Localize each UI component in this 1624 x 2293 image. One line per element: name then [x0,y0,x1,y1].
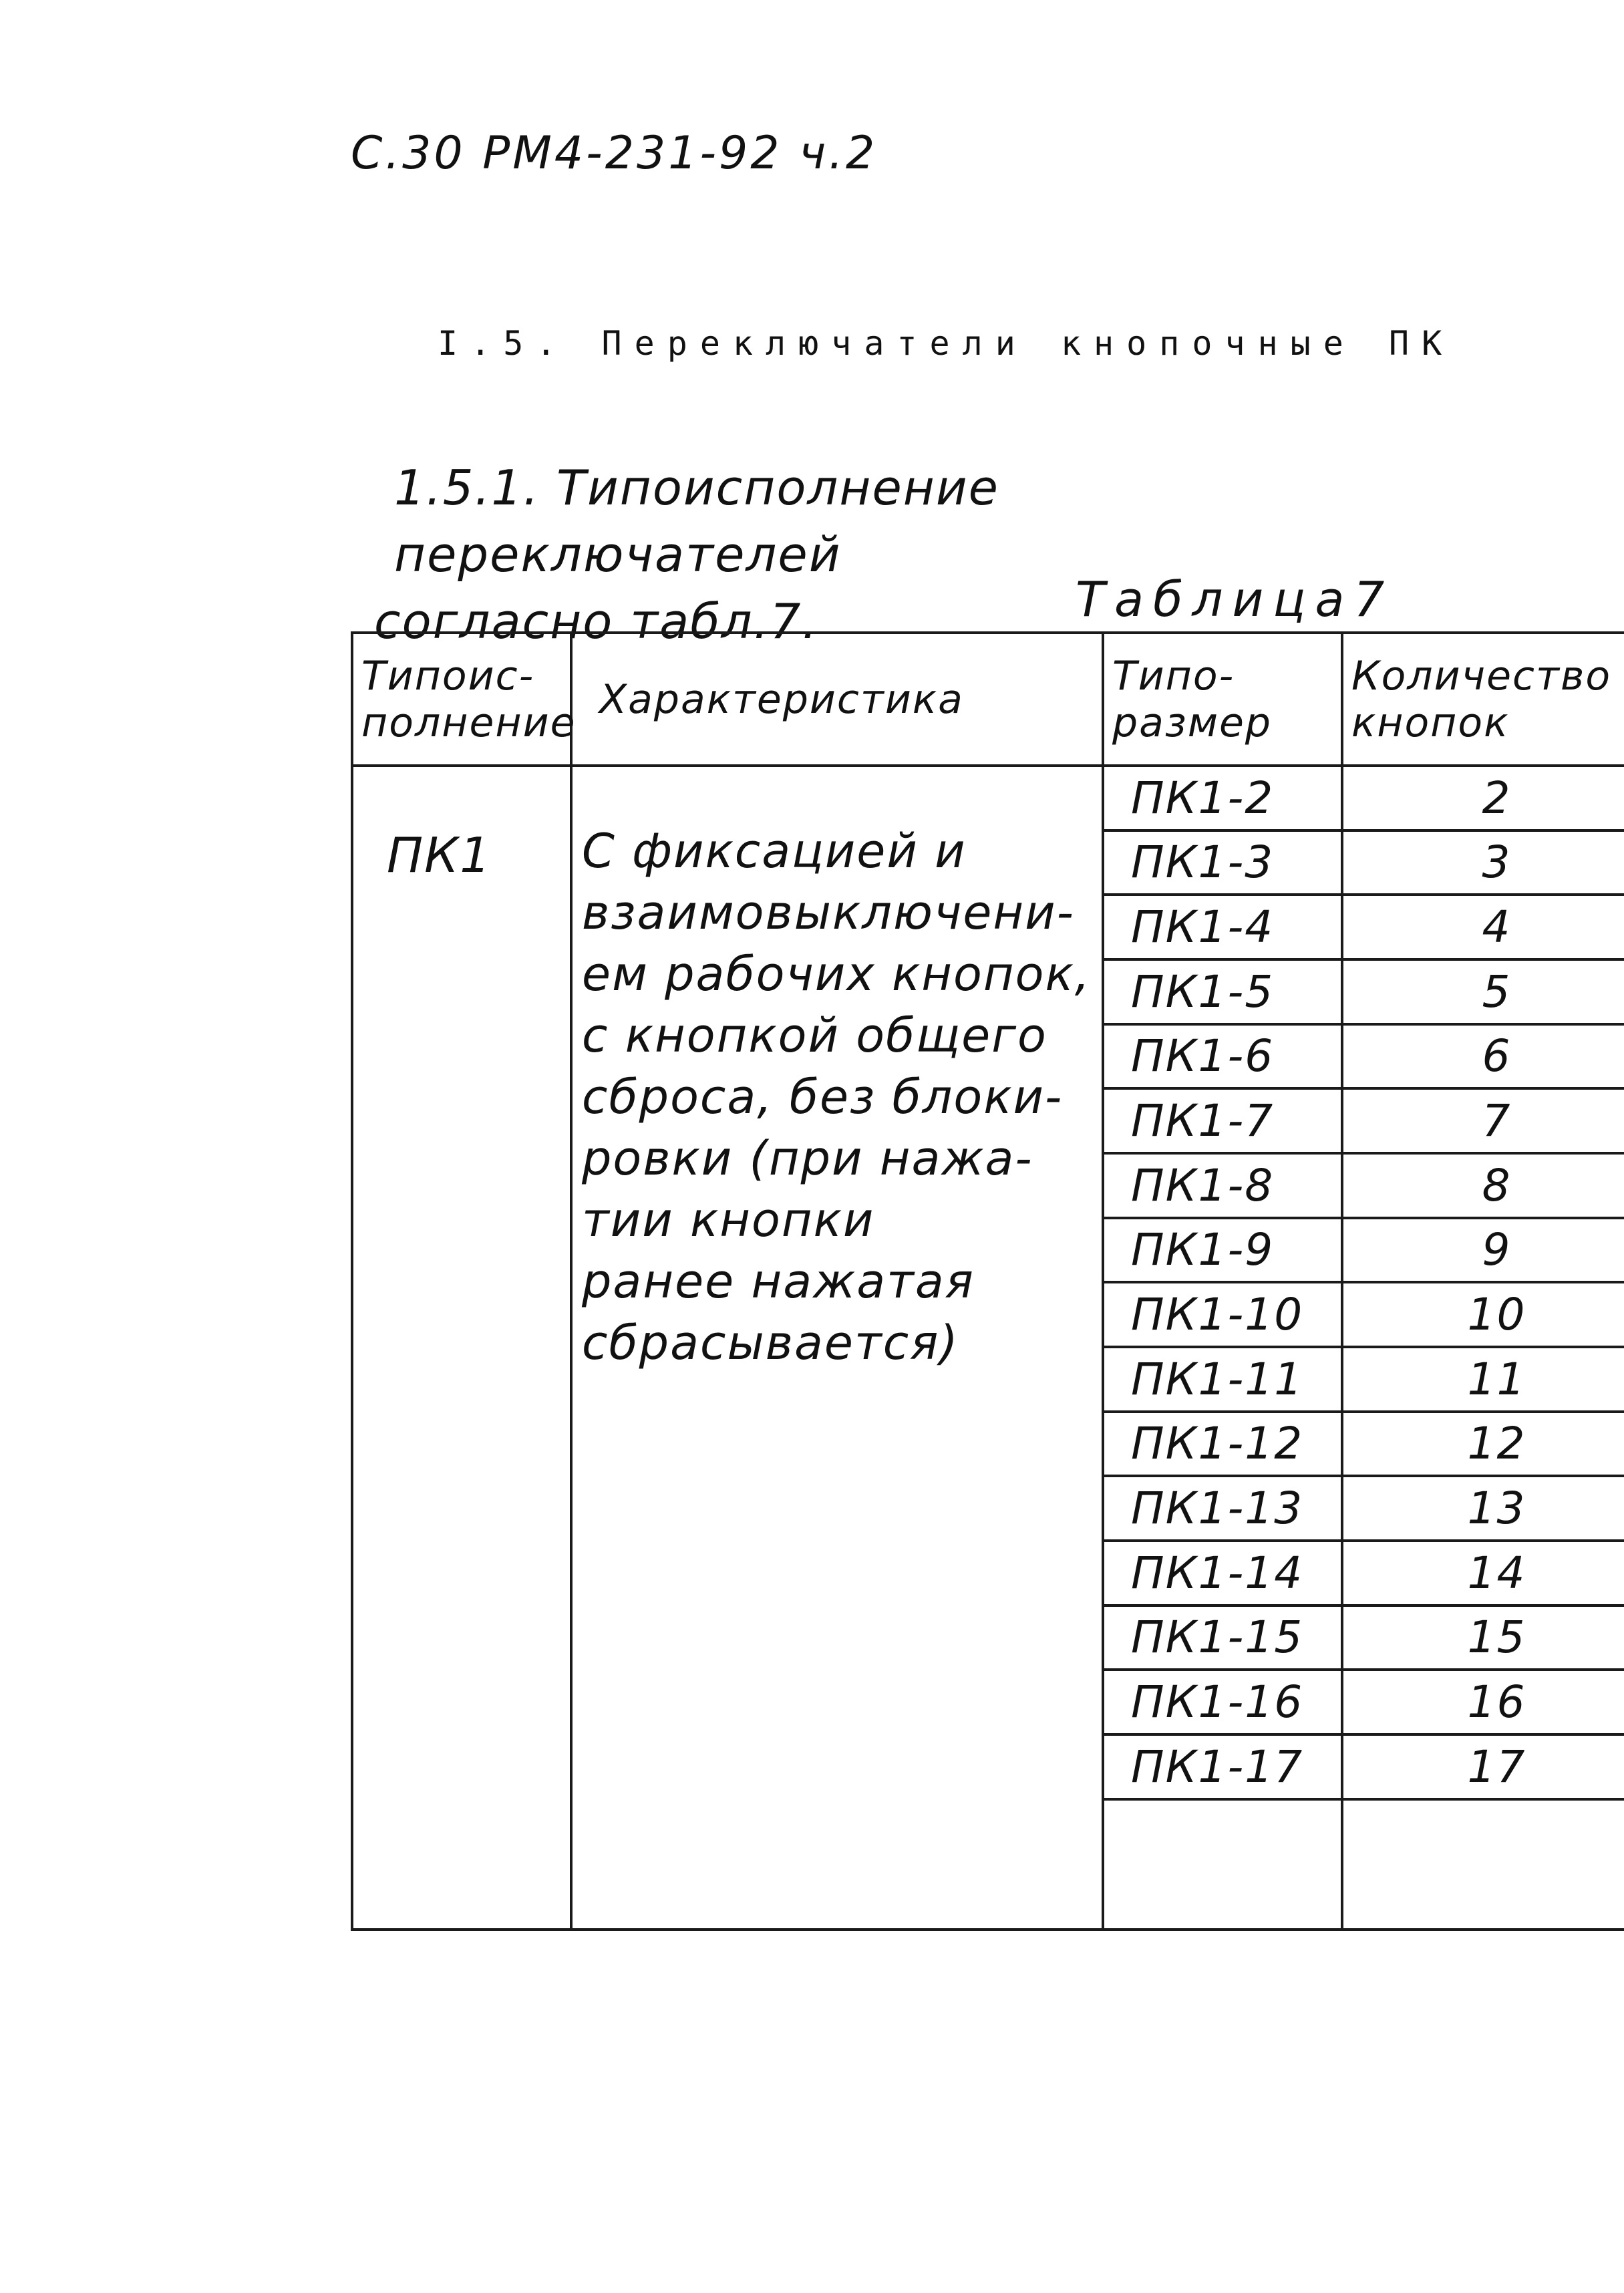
table-header-row [352,633,1624,766]
characteristic-cell [571,766,1103,1930]
characteristic-line: ранее нажатая [582,1254,975,1309]
characteristic-line: тии кнопки [582,1193,875,1247]
spec-table [351,631,1624,1931]
count-cell: 6 [1342,1024,1624,1089]
characteristic-line: С фиксацией и [582,824,967,879]
count-cell: 3 [1342,830,1624,895]
count-cell: 8 [1342,1153,1624,1218]
count-cell: 12 [1342,1412,1624,1477]
count-cell: 2 [1342,766,1624,830]
count-cell: 9 [1342,1218,1624,1283]
size-cell: ПК1-6 [1103,1024,1342,1089]
header-variant: Типоис-полнение [352,633,571,766]
size-cell: ПК1-4 [1103,895,1342,959]
count-cell: 16 [1342,1670,1624,1734]
empty-cell [1103,1799,1342,1930]
characteristic-line: взаимовыключени- [582,885,1075,940]
characteristic-line: ровки (при нажа- [582,1131,1033,1186]
characteristic-line: сбрасывается) [582,1316,959,1370]
section-title: I.5. Переключатели кнопочные ПК [438,324,1455,363]
size-cell: ПК1-16 [1103,1670,1342,1734]
empty-cell [1342,1799,1624,1930]
size-cell: ПК1-7 [1103,1088,1342,1153]
count-cell: 14 [1342,1541,1624,1606]
page-header: С.30 РМ4-231-92 ч.2 [351,127,878,180]
count-cell: 10 [1342,1282,1624,1347]
characteristic-line: с кнопкой общего [582,1008,1047,1063]
size-cell: ПК1-3 [1103,830,1342,895]
size-cell: ПК1-8 [1103,1153,1342,1218]
size-cell: ПК1-14 [1103,1541,1342,1606]
size-cell: ПК1-12 [1103,1412,1342,1477]
header-characteristic: Характеристика [571,633,1103,766]
size-cell: ПК1-15 [1103,1606,1342,1670]
size-cell: ПК1-2 [1103,766,1342,830]
count-cell: 17 [1342,1734,1624,1799]
count-cell: 7 [1342,1088,1624,1153]
size-cell: ПК1-13 [1103,1476,1342,1541]
size-cell: ПК1-17 [1103,1734,1342,1799]
size-cell: ПК1-11 [1103,1347,1342,1412]
table-caption: Таблица7 [1076,571,1394,627]
count-cell: 4 [1342,895,1624,959]
count-cell: 5 [1342,959,1624,1024]
size-cell: ПК1-10 [1103,1282,1342,1347]
header-count: Количество кнопок [1342,633,1624,766]
size-cell: ПК1-5 [1103,959,1342,1024]
sub-heading-line: согласно табл.7. [374,593,819,649]
table-body [352,766,1624,1930]
characteristic-line: сброса, без блоки- [582,1070,1064,1124]
size-cell: ПК1-9 [1103,1218,1342,1283]
table-row [352,766,1624,830]
variant-cell: ПК1 [352,766,571,1930]
characteristic-line: ем рабочих кнопок, [582,947,1091,1002]
header-size: Типо-размер [1103,633,1342,766]
count-cell: 15 [1342,1606,1624,1670]
sub-heading-line: 1.5.1. Типоисполнение переключателей [394,460,999,583]
count-cell: 11 [1342,1347,1624,1412]
count-cell: 13 [1342,1476,1624,1541]
